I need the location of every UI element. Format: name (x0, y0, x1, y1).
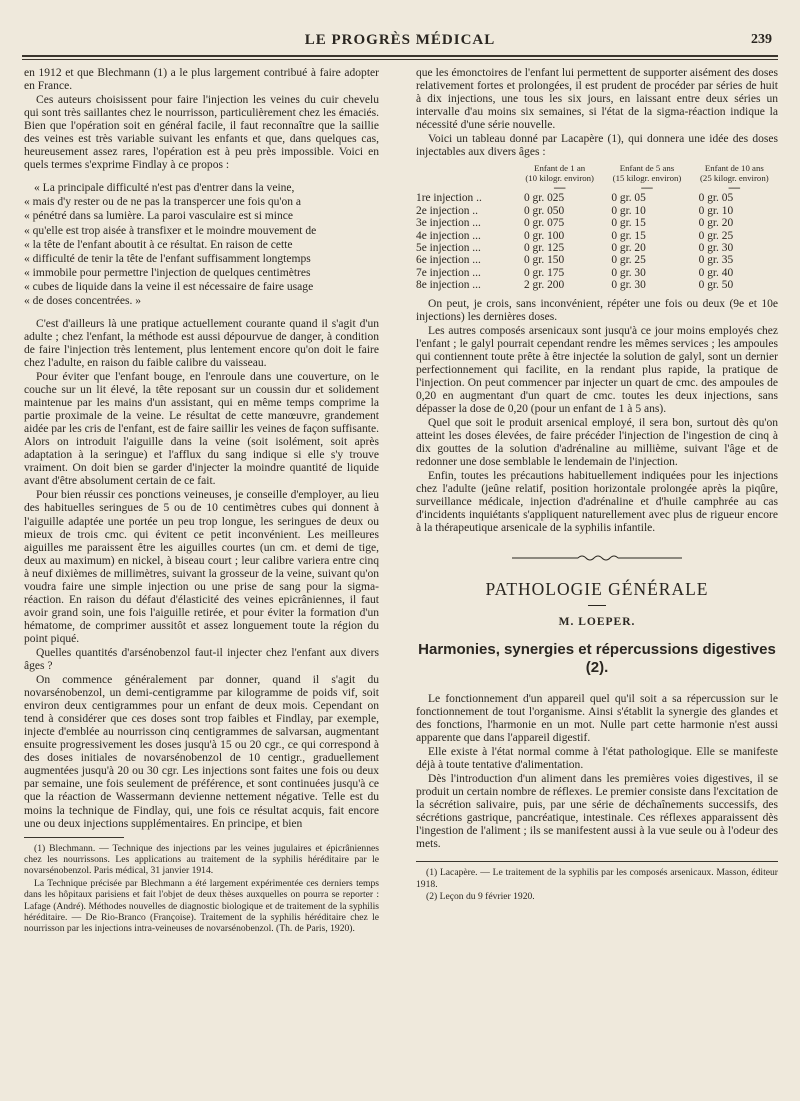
footnotes (24, 843, 379, 935)
paragraph: C'est d'ailleurs là une pratique actuellement courante quand il s'agit d'un adulte ; chez l'enfant, la méthode est aussi dépourvue de danger, à condition de faire l'injection très lentement, plus lentement encore qu'on doit le faire chez l'adulte, en raison du faible calibre du vaisseau. (24, 317, 379, 369)
right-column (416, 67, 778, 902)
paragraph: que les émonctoires de l'enfant lui permettent de supporter aisément des doses relativement fortes et prolongées, il est prudent de procéder par séries de huit à dix injections, une tous les six jours, en laissant entre deux séries un intervalle d'au moins six semaines, si l'état de la sigma-réaction indique la nécessité d'une série nouvelle. (416, 67, 778, 132)
paragraph: Dès l'introduction d'un aliment dans les premières voies digestives, il se produit un certain nombre de réflexes. Le premier consiste dans l'excitation de la sécrétion salivaire, puis, par une série de déchaînements successifs, des sécrétions gastrique, pancréatique, intestinale. Ces réflexes apparaissent dès l'ingestion de l'aliment ; ils se manifestent aussi à la vue seule ou à l'odeur des mets. (416, 772, 778, 851)
quote-line: « immobile pour permettre l'injection de quelques centimètres (24, 266, 311, 279)
footnotes (416, 867, 778, 902)
paragraph: Enfin, toutes les précautions habituellement indiquées pour les injections chez l'adulte (jeûne relatif, position horizontale prolongée après la piqûre, surveillance médicale, injection d'adrénaline et d'huile camphrée au cas d'incidents inquiétants s'appliquent naturellement avec plus de rigueur encore à la thérapeutique arsenicale de la syphilis infantile. (416, 470, 778, 535)
quote-line: « qu'elle est trop aisée à transfixer et le moindre mouvement de (24, 224, 317, 237)
dose-table (416, 163, 778, 291)
table-row: 8e injection ... 2 gr. 200 0 gr. 30 0 gr. 50 (416, 279, 734, 292)
section-title: PATHOLOGIE GÉNÉRALE (485, 579, 709, 600)
paragraph: Le fonctionnement d'un appareil quel qu'il soit a sa répercussion sur le fonctionnement de tout l'organisme. Ainsi s'établit la synergie des glandes et des fonctions, l'harmonie en un mot. Nulle part cette harmonie n'est aussi apparente que dans l'appareil digestif. (416, 692, 778, 744)
quote-line: « La principale difficulté n'est pas d'entrer dans la veine, (34, 182, 295, 195)
paragraph: On commence généralement par donner, quand il s'agit du novarsénobenzol, un demi-centigramme par kilogramme de poids vif, soit environ deux centigrammes pour un enfant de deux mois. Cependant on tend à considérer que ces doses sont trop faibles et Findlay, par exemple, injecte d'emblée au nourrisson cinq centigrammes de salvarsan, augmentant ensuite progressivement les doses jusqu'à 15 ou 20 cgr., ce qui correspond à des doses initiales de novarsénobenzol de 10 centigr., graduellement augmentées jusqu'à 20 ou 30 cgr. Les injections sont faites une fois ou deux par semaine, une fois seulement de préférence, et sont continuées jusqu'à ce que la réaction de Wassermann devienne nettement négative. Telle est du moins la technique de Findlay, qui, une fois ce résultat acquis, fait encore une ou deux injections supplémentaires. En principe, et bien (24, 674, 379, 830)
quote-line: « difficulté de tenir la tête de l'enfant suffisamment longtemps (24, 252, 311, 265)
paragraph: en 1912 et que Blechmann (1) a le plus largement contribué à faire adopter en France. (24, 67, 379, 93)
table-row: 4e injection ... 0 gr. 100 0 gr. 15 0 gr. 25 (416, 229, 734, 242)
paragraph: Pour bien réussir ces ponctions veineuses, je conseille d'employer, au lieu des habituelles seringues de 5 ou de 10 centimètres cubes qui donnent à l'aiguille adaptée une portée un peu trop longue, les seringues de deux ou mieux de trois cmc. qui évitent ce petit inconvénient. Les meilleures aiguilles me paraissent être les aiguilles courtes (un cm. et demi de tige, deux au maximum) en nickel, à biseau court ; leur calibre variera entre cinq à neuf dixièmes de millimètres, suivant la grosseur de la veine, suivant qu'on voudra faire une simple injection ou une prise de sang pour la sigma-réaction. En raison du défaut d'élasticité des veines epicrâniennes, il faut avoir grand soin, une fois l'aiguille retirée, et pour éviter la formation d'un hématome, de comprimer aussitôt et assez longuement toute la région du point piqué. (24, 489, 379, 645)
paragraph: Quelles quantités d'arsénobenzol faut-il injecter chez l'enfant aux divers âges ? (24, 646, 379, 673)
ornament-rule-icon (512, 553, 682, 563)
table-row: 3e injection ... 0 gr. 075 0 gr. 15 0 gr. 20 (416, 217, 734, 230)
quote-line: « mais d'y rester ou de ne pas la transpercer une fois qu'on a (24, 196, 302, 209)
paragraph: Voici un tableau donné par Lacapère (1), qui donnera une idée des doses injectables aux divers âges : (416, 133, 778, 159)
footnote: (1) Lacapère. — Le traitement de la syphilis par les composés arsenicaux. Masson, éditeur 1918. (416, 867, 778, 890)
paragraph: Les autres composés arsenicaux sont jusqu'à ce jour moins employés chez l'enfant ; le galyl pourrait cependant rendre les mêmes services ; les ampoules qui contiennent toute prête à être injectée la solution de galyl, sont un dernier perfectionnement qui facilite, en la rendant plus rapide, la pratique de l'injection. On peut commencer par injecter un quart de cmc. des ampoules de 0,20 en augmentant d'un quart de cmc. toutes les deux injections, sans dépasser la dose de 0,20 (pour un enfant de 1 à 5 ans). (416, 324, 778, 415)
title-divider (588, 605, 606, 606)
paragraph: Quel que soit le produit arsenical employé, il sera bon, surtout dès qu'on atteint les doses élevées, de faire précéder l'injection de l'ingestion de cinq à dix gouttes de la solution d'adrénaline au millième, suivant l'âge et de redonner une dose semblable le lendemain de l'injection. (416, 417, 778, 469)
header-rule-thin (22, 59, 778, 60)
findlay-quote (24, 182, 379, 307)
quote-line: « de doses concentrées. » (24, 294, 142, 307)
footnote-rule (416, 861, 778, 862)
paragraph: Elle existe à l'état normal comme à l'état pathologique. Elle se manifeste déjà à toute tentative d'alimentation. (416, 745, 778, 771)
left-column (24, 67, 379, 935)
column-header: Enfant de 10 ans (25 kilogr. environ) (700, 163, 769, 184)
quote-line: « la tête de l'enfant aboutit à ce résultat. En raison de cette (24, 238, 293, 251)
quote-line: « cubes de liquide dans la veine il est nécessaire de faire usage (24, 280, 314, 293)
footnote: La Technique précisée par Blechmann a été largement expérimentée ces derniers temps dans les hôpitaux parisiens et fait l'objet de deux thèses auxquelles on pourra se reporter : Lafage (André). Méthodes nouvelles de diagnostic biologique et de traitement de la syphilis héréditaire. — De Rio-Branco (Françoise). Traitement de la syphilis héréditaire chez le nourrisson par les injections intra-veineuses de novarsénobenzol. (Th. de Paris, 1920). (24, 877, 379, 935)
table-row: 2e injection .. 0 gr. 050 0 gr. 10 0 gr. 10 (416, 204, 734, 217)
table-row: 6e injection ... 0 gr. 150 0 gr. 25 0 gr. 35 (416, 254, 734, 267)
column-header: Enfant de 1 an (10 kilogr. environ) (525, 163, 594, 184)
article-author: M. LOEPER. (558, 615, 636, 628)
page-header (24, 30, 776, 52)
table-row: 7e injection ... 0 gr. 175 0 gr. 30 0 gr. 40 (416, 266, 734, 279)
paragraph: Ces auteurs choisissent pour faire l'injection les veines du cuir chevelu qui sont très saillantes chez le nourrisson, particulièrement chez les émaciés. Bien que l'opération soit en général facile, il faut reconnaître que la saillie des veines est très variable suivant les enfants et que, dans quelques cas, heureusement assez rares, l'opération est à peu près impossible. Voici en quels termes s'exprime Findlay à ce propos : (24, 94, 379, 172)
section-ornament (416, 553, 778, 567)
column-header: Enfant de 5 ans (15 kilogr. environ) (612, 163, 682, 184)
page-number: 239 (751, 32, 772, 47)
article-title: Harmonies, synergies et répercussions digestives (2). (418, 640, 776, 676)
paragraph: Pour éviter que l'enfant bouge, en l'enroule dans une couverture, on le couche sur un lit élevé, la tête reposant sur un coussin dur et solidement maintenue par les mains d'un assistant, qui en même temps comprime la partie proximale de la veine. Le résultat de cette manœuvre, grandement aidée par les cris de l'enfant, est de faire saillir les veines de façon suffisante. Alors on introduit l'aiguille dans la veine (soit isolément, soit après adaptation à la seringue) et l'afflux du sang indique si elle s'y trouve vraiment. On doit bien se garder d'injecter la moindre quantité de liquide avant d'être absolument certain de ce fait. (24, 370, 379, 488)
quote-line: « pénétré dans sa lumière. La paroi vasculaire est si mince (24, 210, 294, 223)
footnote: (1) Blechmann. — Technique des injections par les veines jugulaires et épicrâniennes chez les nourrissons. Les applications au traitement de la syphilis héréditaire par le novarsénobenzol. Paris médical, 31 janvier 1914. (24, 842, 379, 877)
table-row: 1re injection .. 0 gr. 025 0 gr. 05 0 gr. 05 (416, 192, 734, 205)
table-row: 5e injection ... 0 gr. 125 0 gr. 20 0 gr. 30 (416, 241, 734, 254)
table-header-row (416, 163, 778, 184)
footnote: (2) Leçon du 9 février 1920. (426, 890, 535, 902)
footnote-rule (24, 837, 124, 838)
table-dash-row: — — — (553, 182, 741, 195)
journal-title: LE PROGRÈS MÉDICAL (304, 32, 496, 48)
paragraph: On peut, je crois, sans inconvénient, répéter une fois ou deux (9e et 10e injections) les dernières doses. (416, 297, 778, 323)
header-rule (22, 55, 778, 57)
